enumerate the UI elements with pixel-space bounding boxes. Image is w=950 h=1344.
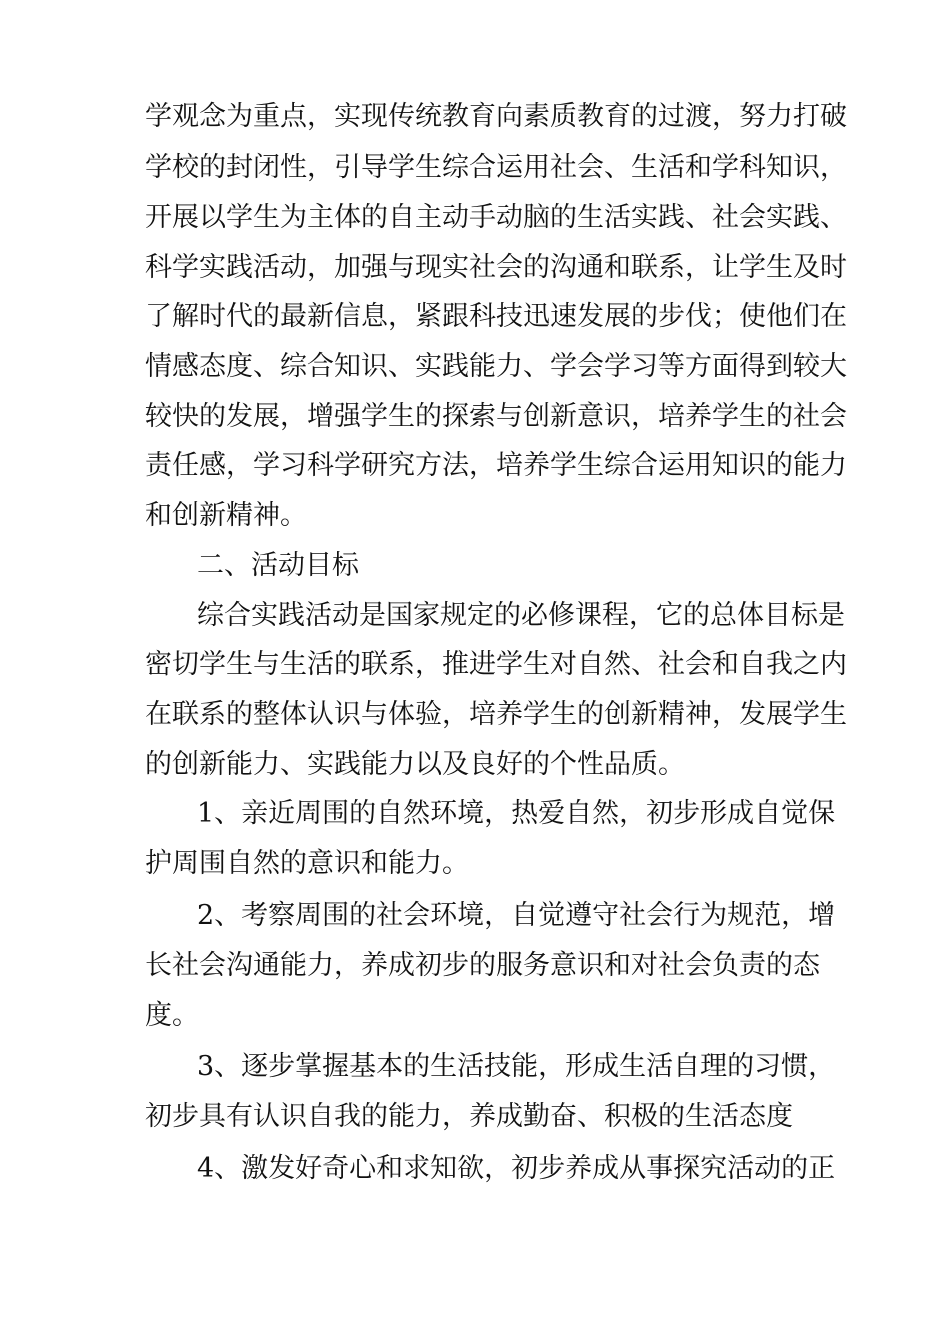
body-text-line: 和创新精神。 xyxy=(145,500,307,531)
body-text-line: 的创新能力、实践能力以及良好的个性品质。 xyxy=(145,749,685,780)
body-text-line: 在联系的整体认识与体验，培养学生的创新精神，发展学生 xyxy=(145,699,847,730)
body-text-line: 科学实践活动，加强与现实社会的沟通和联系，让学生及时 xyxy=(145,252,847,283)
body-text-line: 学观念为重点，实现传统教育向素质教育的过渡，努力打破 xyxy=(145,101,847,132)
body-text-line: 情感态度、综合知识、实践能力、学会学习等方面得到较大 xyxy=(145,351,847,382)
body-text-line: 责任感，学习科学研究方法，培养学生综合运用知识的能力 xyxy=(145,450,847,481)
body-text-line: 长社会沟通能力，养成初步的服务意识和对社会负责的态 xyxy=(145,950,820,981)
body-text-line: 密切学生与生活的联系，推进学生对自然、社会和自我之内 xyxy=(145,649,847,680)
list-item-first-line: 3、逐步掌握基本的生活技能，形成生活自理的习惯， xyxy=(197,1051,836,1082)
body-text-line: 开展以学生为主体的自主动手动脑的生活实践、社会实践、 xyxy=(145,202,847,233)
body-text-line: 护周围自然的意识和能力。 xyxy=(145,848,469,879)
list-item-first-line: 4、激发好奇心和求知欲，初步养成从事探究活动的正 xyxy=(197,1153,836,1184)
body-text-line: 学校的封闭性，引导学生综合运用社会、生活和学科知识， xyxy=(145,152,847,183)
list-item-first-line: 2、考察周围的社会环境，自觉遵守社会行为规范，增 xyxy=(197,900,836,931)
section-heading: 二、活动目标 xyxy=(197,550,359,581)
body-text-line: 初步具有认识自我的能力，养成勤奋、积极的生活态度 xyxy=(145,1101,793,1132)
body-text-line: 度。 xyxy=(145,1000,199,1031)
list-item-first-line: 1、亲近周围的自然环境，热爱自然，初步形成自觉保 xyxy=(197,798,836,829)
body-text-line: 了解时代的最新信息，紧跟科技迅速发展的步伐；使他们在 xyxy=(145,301,847,332)
paragraph-first-line: 综合实践活动是国家规定的必修课程，它的总体目标是 xyxy=(197,600,845,631)
body-text-line: 较快的发展，增强学生的探索与创新意识，培养学生的社会 xyxy=(145,401,847,432)
